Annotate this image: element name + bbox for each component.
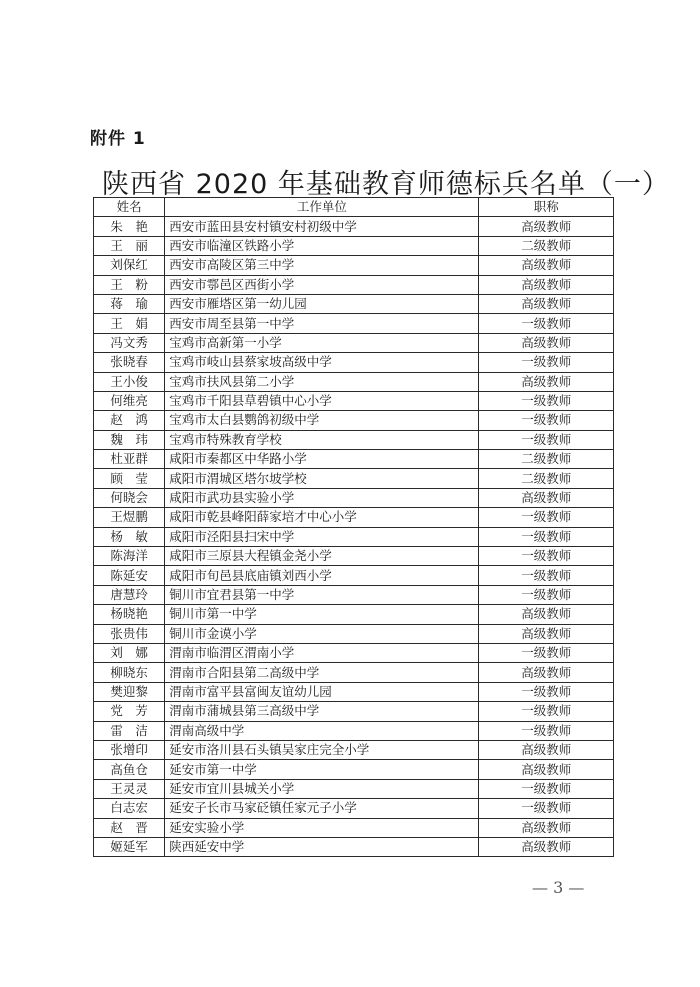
cell-name: 王 娟 — [94, 314, 165, 333]
table-row — [94, 488, 614, 507]
table-row — [94, 372, 614, 391]
table-row — [94, 760, 614, 779]
cell-workplace: 延安子长市马家砭镇任家元子小学 — [165, 799, 479, 818]
cell-workplace: 西安市雁塔区第一幼儿园 — [165, 294, 479, 313]
cell-workplace: 铜川市宜君县第一中学 — [165, 585, 479, 604]
table-body — [94, 217, 614, 857]
cell-name: 何维亮 — [94, 391, 165, 410]
cell-name: 赵 鸿 — [94, 411, 165, 430]
cell-name: 王 粉 — [94, 275, 165, 294]
cell-workplace: 陕西延安中学 — [165, 837, 479, 856]
cell-name: 党 芳 — [94, 702, 165, 721]
cell-workplace: 咸阳市武功县实验小学 — [165, 488, 479, 507]
cell-rank: 一级教师 — [479, 702, 614, 721]
cell-workplace: 西安市临潼区铁路小学 — [165, 236, 479, 255]
table-row — [94, 779, 614, 798]
table-row — [94, 605, 614, 624]
cell-workplace: 渭南高级中学 — [165, 721, 479, 740]
cell-name: 王小俊 — [94, 372, 165, 391]
cell-name: 高鱼仓 — [94, 760, 165, 779]
cell-rank: 一级教师 — [479, 566, 614, 585]
cell-rank: 高级教师 — [479, 663, 614, 682]
cell-name: 王煜鹏 — [94, 508, 165, 527]
cell-workplace: 宝鸡市岐山县蔡家坡高级中学 — [165, 353, 479, 372]
cell-rank: 高级教师 — [479, 372, 614, 391]
table-row — [94, 508, 614, 527]
cell-workplace: 咸阳市秦都区中华路小学 — [165, 450, 479, 469]
table-row — [94, 643, 614, 662]
table-row — [94, 353, 614, 372]
cell-rank: 高级教师 — [479, 217, 614, 236]
cell-rank: 一级教师 — [479, 430, 614, 449]
table-row — [94, 333, 614, 352]
table-row — [94, 566, 614, 585]
cell-name: 朱 艳 — [94, 217, 165, 236]
table-row — [94, 411, 614, 430]
cell-rank: 高级教师 — [479, 256, 614, 275]
table-row — [94, 391, 614, 410]
cell-workplace: 西安市周至县第一中学 — [165, 314, 479, 333]
table-row — [94, 527, 614, 546]
cell-workplace: 西安市蓝田县安村镇安村初级中学 — [165, 217, 479, 236]
cell-rank: 二级教师 — [479, 236, 614, 255]
table-row — [94, 450, 614, 469]
cell-workplace: 延安市宜川县城关小学 — [165, 779, 479, 798]
cell-rank: 高级教师 — [479, 333, 614, 352]
table-row — [94, 799, 614, 818]
cell-name: 杨 敏 — [94, 527, 165, 546]
cell-workplace: 铜川市金谟小学 — [165, 624, 479, 643]
table-row — [94, 585, 614, 604]
cell-workplace: 渭南市富平县富闽友谊幼儿园 — [165, 682, 479, 701]
cell-rank: 一级教师 — [479, 314, 614, 333]
cell-workplace: 宝鸡市千阳县草碧镇中心小学 — [165, 391, 479, 410]
cell-workplace: 咸阳市泾阳县扫宋中学 — [165, 527, 479, 546]
cell-rank: 一级教师 — [479, 508, 614, 527]
table-row — [94, 663, 614, 682]
page-number: — 3 — — [532, 878, 585, 897]
cell-workplace: 咸阳市旬邑县底庙镇刘西小学 — [165, 566, 479, 585]
cell-rank: 高级教师 — [479, 488, 614, 507]
cell-workplace: 宝鸡市太白县鹦鸽初级中学 — [165, 411, 479, 430]
table-row — [94, 236, 614, 255]
column-header-rank: 职称 — [479, 198, 614, 217]
cell-rank: 一级教师 — [479, 721, 614, 740]
cell-rank: 高级教师 — [479, 275, 614, 294]
cell-rank: 高级教师 — [479, 760, 614, 779]
cell-name: 张增印 — [94, 740, 165, 759]
table-row — [94, 294, 614, 313]
cell-rank: 二级教师 — [479, 450, 614, 469]
cell-name: 刘保红 — [94, 256, 165, 275]
cell-rank: 一级教师 — [479, 547, 614, 566]
table-row — [94, 275, 614, 294]
cell-workplace: 咸阳市渭城区塔尔坡学校 — [165, 469, 479, 488]
cell-name: 王灵灵 — [94, 779, 165, 798]
cell-name: 赵 晋 — [94, 818, 165, 837]
cell-name: 刘 娜 — [94, 643, 165, 662]
cell-name: 白志宏 — [94, 799, 165, 818]
cell-workplace: 铜川市第一中学 — [165, 605, 479, 624]
table-row — [94, 217, 614, 236]
table-row — [94, 430, 614, 449]
cell-workplace: 西安市鄠邑区西街小学 — [165, 275, 479, 294]
cell-name: 顾 莹 — [94, 469, 165, 488]
cell-name: 杨晓艳 — [94, 605, 165, 624]
cell-rank: 二级教师 — [479, 469, 614, 488]
cell-name: 蒋 瑜 — [94, 294, 165, 313]
cell-rank: 一级教师 — [479, 391, 614, 410]
cell-rank: 一级教师 — [479, 682, 614, 701]
cell-rank: 一级教师 — [479, 411, 614, 430]
cell-name: 柳晓东 — [94, 663, 165, 682]
cell-name: 何晓会 — [94, 488, 165, 507]
cell-name: 张晓春 — [94, 353, 165, 372]
cell-workplace: 宝鸡市特殊教育学校 — [165, 430, 479, 449]
table-row — [94, 624, 614, 643]
cell-workplace: 渭南市合阳县第二高级中学 — [165, 663, 479, 682]
table-row — [94, 469, 614, 488]
cell-rank: 高级教师 — [479, 837, 614, 856]
cell-name: 张贵伟 — [94, 624, 165, 643]
cell-name: 杜亚群 — [94, 450, 165, 469]
cell-rank: 高级教师 — [479, 740, 614, 759]
teacher-roster-table — [93, 197, 614, 857]
cell-name: 陈延安 — [94, 566, 165, 585]
table-row — [94, 818, 614, 837]
cell-workplace: 延安市洛川县石头镇吴家庄完全小学 — [165, 740, 479, 759]
table-row — [94, 740, 614, 759]
cell-rank: 高级教师 — [479, 818, 614, 837]
table-row — [94, 256, 614, 275]
table-row — [94, 837, 614, 856]
cell-workplace: 咸阳市三原县大程镇金尧小学 — [165, 547, 479, 566]
cell-workplace: 渭南市蒲城县第三高级中学 — [165, 702, 479, 721]
cell-name: 姬延军 — [94, 837, 165, 856]
document-title: 陕西省 2020 年基础教育师德标兵名单（一） — [102, 169, 670, 200]
cell-rank: 一级教师 — [479, 527, 614, 546]
cell-rank: 一级教师 — [479, 643, 614, 662]
table-row — [94, 547, 614, 566]
cell-workplace: 宝鸡市高新第一小学 — [165, 333, 479, 352]
cell-workplace: 延安市第一中学 — [165, 760, 479, 779]
cell-name: 唐慧玲 — [94, 585, 165, 604]
table-row — [94, 721, 614, 740]
cell-rank: 高级教师 — [479, 605, 614, 624]
cell-workplace: 渭南市临渭区渭南小学 — [165, 643, 479, 662]
cell-name: 陈海洋 — [94, 547, 165, 566]
cell-rank: 高级教师 — [479, 294, 614, 313]
cell-rank: 一级教师 — [479, 799, 614, 818]
table-row — [94, 314, 614, 333]
cell-rank: 一级教师 — [479, 353, 614, 372]
cell-name: 冯文秀 — [94, 333, 165, 352]
cell-rank: 一级教师 — [479, 779, 614, 798]
cell-workplace: 咸阳市乾县峰阳薛家培才中心小学 — [165, 508, 479, 527]
cell-workplace: 延安实验小学 — [165, 818, 479, 837]
cell-rank: 高级教师 — [479, 624, 614, 643]
cell-name: 魏 玮 — [94, 430, 165, 449]
attachment-label: 附件 1 — [90, 129, 146, 149]
cell-name: 樊迎黎 — [94, 682, 165, 701]
column-header-workplace: 工作单位 — [165, 198, 479, 217]
table-row — [94, 702, 614, 721]
cell-workplace: 西安市高陵区第三中学 — [165, 256, 479, 275]
table-row — [94, 682, 614, 701]
cell-name: 雷 洁 — [94, 721, 165, 740]
table-header-row — [94, 198, 614, 217]
cell-rank: 一级教师 — [479, 585, 614, 604]
column-header-name: 姓名 — [94, 198, 165, 217]
cell-workplace: 宝鸡市扶风县第二小学 — [165, 372, 479, 391]
cell-name: 王 丽 — [94, 236, 165, 255]
